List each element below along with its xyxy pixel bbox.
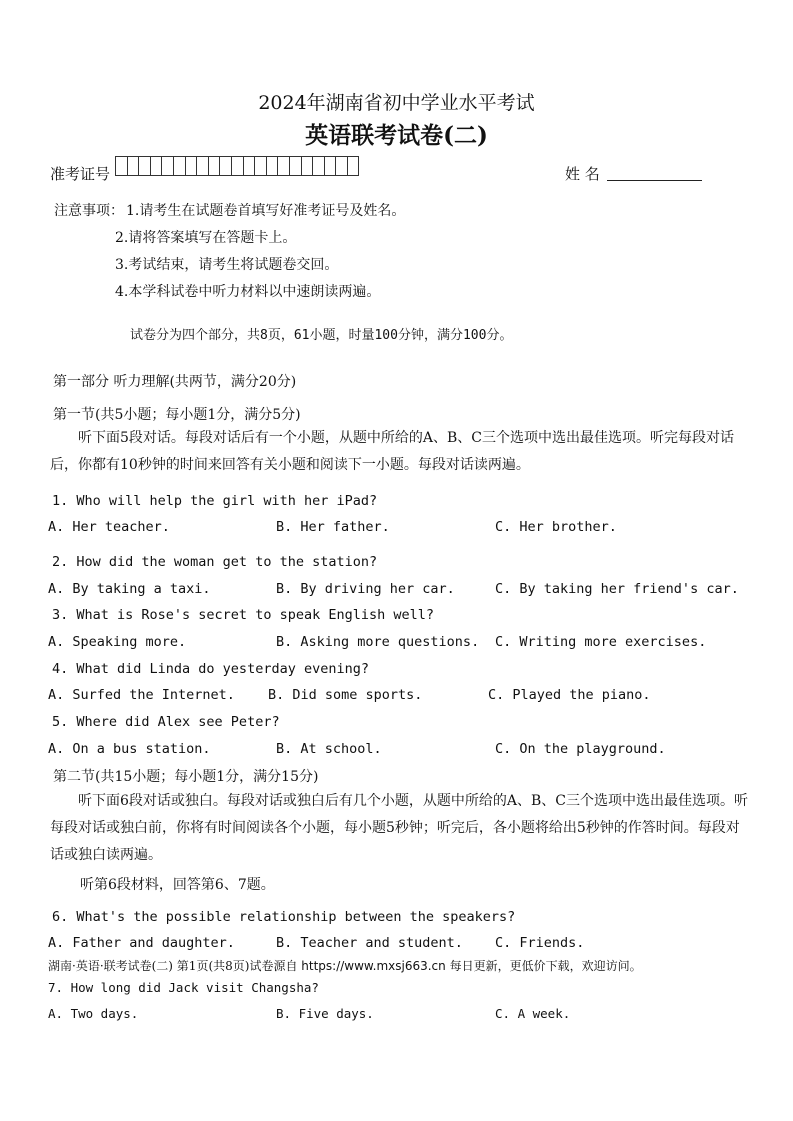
question: 2. How did the woman get to the station? xyxy=(52,554,378,570)
question: 6. What's the possible relationship between the speakers? xyxy=(52,909,516,925)
note-item: 3.考试结束，请考生将试题卷交回。 xyxy=(115,257,339,273)
part1-title: 第一部分 听力理解(共两节，满分20分) xyxy=(53,374,297,390)
option-b: B. By driving her car. xyxy=(276,581,455,597)
section2-subtitle: 听第6段材料，回答第6、7题。 xyxy=(80,877,275,893)
option-a: A. Father and daughter. xyxy=(48,935,235,951)
section2-instructions: 听下面6段对话或独白。每段对话或独白后有几个小题，从题中所给的A、B、C三个选项中选出最佳选项。听每段对话或独白前，你将有时间阅读各个小题，每小题5秒钟；听完后，各小题将给出5秒钟的作答时间。每段对话或独白读两遍。 xyxy=(50,793,749,863)
option-a: A. Two days. xyxy=(48,1006,139,1021)
footer-text: 湖南·英语·联考试卷(二) 第1页(共8页)试卷源自 xyxy=(48,959,298,973)
exam-subtitle: 英语联考试卷(二) xyxy=(305,122,488,149)
option-c: C. Her brother. xyxy=(495,519,617,535)
option-c: C. Writing more exercises. xyxy=(495,634,707,650)
option-c: C. By taking her friend's car. xyxy=(495,581,739,597)
footer-text: 每日更新，更低价下载，欢迎访问。 xyxy=(449,959,642,973)
option-a: A. Speaking more. xyxy=(48,634,187,650)
option-a: A. Her teacher. xyxy=(48,519,170,535)
option-b: B. Her father. xyxy=(276,519,390,535)
page-footer xyxy=(48,957,642,974)
option-c: C. A week. xyxy=(495,1006,571,1021)
option-b: B. At school. xyxy=(276,741,382,757)
note-item: 2.请将答案填写在答题卡上。 xyxy=(115,230,297,246)
option-b: B. Asking more questions. xyxy=(276,634,480,650)
option-a: A. On a bus station. xyxy=(48,741,211,757)
exam-info: 试卷分为四个部分，共8页，61小题，时量100分钟，满分100分。 xyxy=(130,328,513,343)
footer-url[interactable]: https://www.mxsj663.cn xyxy=(301,959,446,973)
option-a: A. By taking a taxi. xyxy=(48,581,211,597)
question: 1. Who will help the girl with her iPad? xyxy=(52,493,378,509)
option-a: A. Surfed the Internet. xyxy=(48,687,235,703)
name-label: 姓 名 xyxy=(565,165,600,183)
question: 7. How long did Jack visit Changsha? xyxy=(48,980,319,995)
option-c: C. Played the piano. xyxy=(488,687,651,703)
section1-title: 第一节(共5小题；每小题1分，满分5分) xyxy=(53,407,301,423)
notes-label: 注意事项： xyxy=(54,203,124,219)
section1-instructions: 听下面5段对话。每段对话后有一个小题，从题中所给的A、B、C三个选项中选出最佳选项。听完每段对话后，你都有10秒钟的时间来回答有关小题和阅读下一小题。每段对话读两遍。 xyxy=(50,430,735,473)
note-item: 1.请考生在试题卷首填写好准考证号及姓名。 xyxy=(126,203,406,219)
option-b: B. Teacher and student. xyxy=(276,935,463,951)
question: 3. What is Rose's secret to speak English well? xyxy=(52,607,435,623)
question: 5. Where did Alex see Peter? xyxy=(52,714,280,730)
exam-id-label: 准考证号 xyxy=(50,165,111,183)
name-field[interactable] xyxy=(607,180,702,181)
option-b: B. Did some sports. xyxy=(268,687,423,703)
section2-title: 第二节(共15小题；每小题1分，满分15分) xyxy=(53,769,319,785)
question: 4. What did Linda do yesterday evening? xyxy=(52,661,369,677)
note-item: 4.本学科试卷中听力材料以中速朗读两遍。 xyxy=(115,284,381,300)
option-b: B. Five days. xyxy=(276,1006,374,1021)
option-c: C. Friends. xyxy=(495,935,585,951)
option-c: C. On the playground. xyxy=(495,741,666,757)
exam-id-boxes[interactable] xyxy=(115,156,359,176)
exam-title: 2024年湖南省初中学业水平考试 xyxy=(258,92,535,114)
